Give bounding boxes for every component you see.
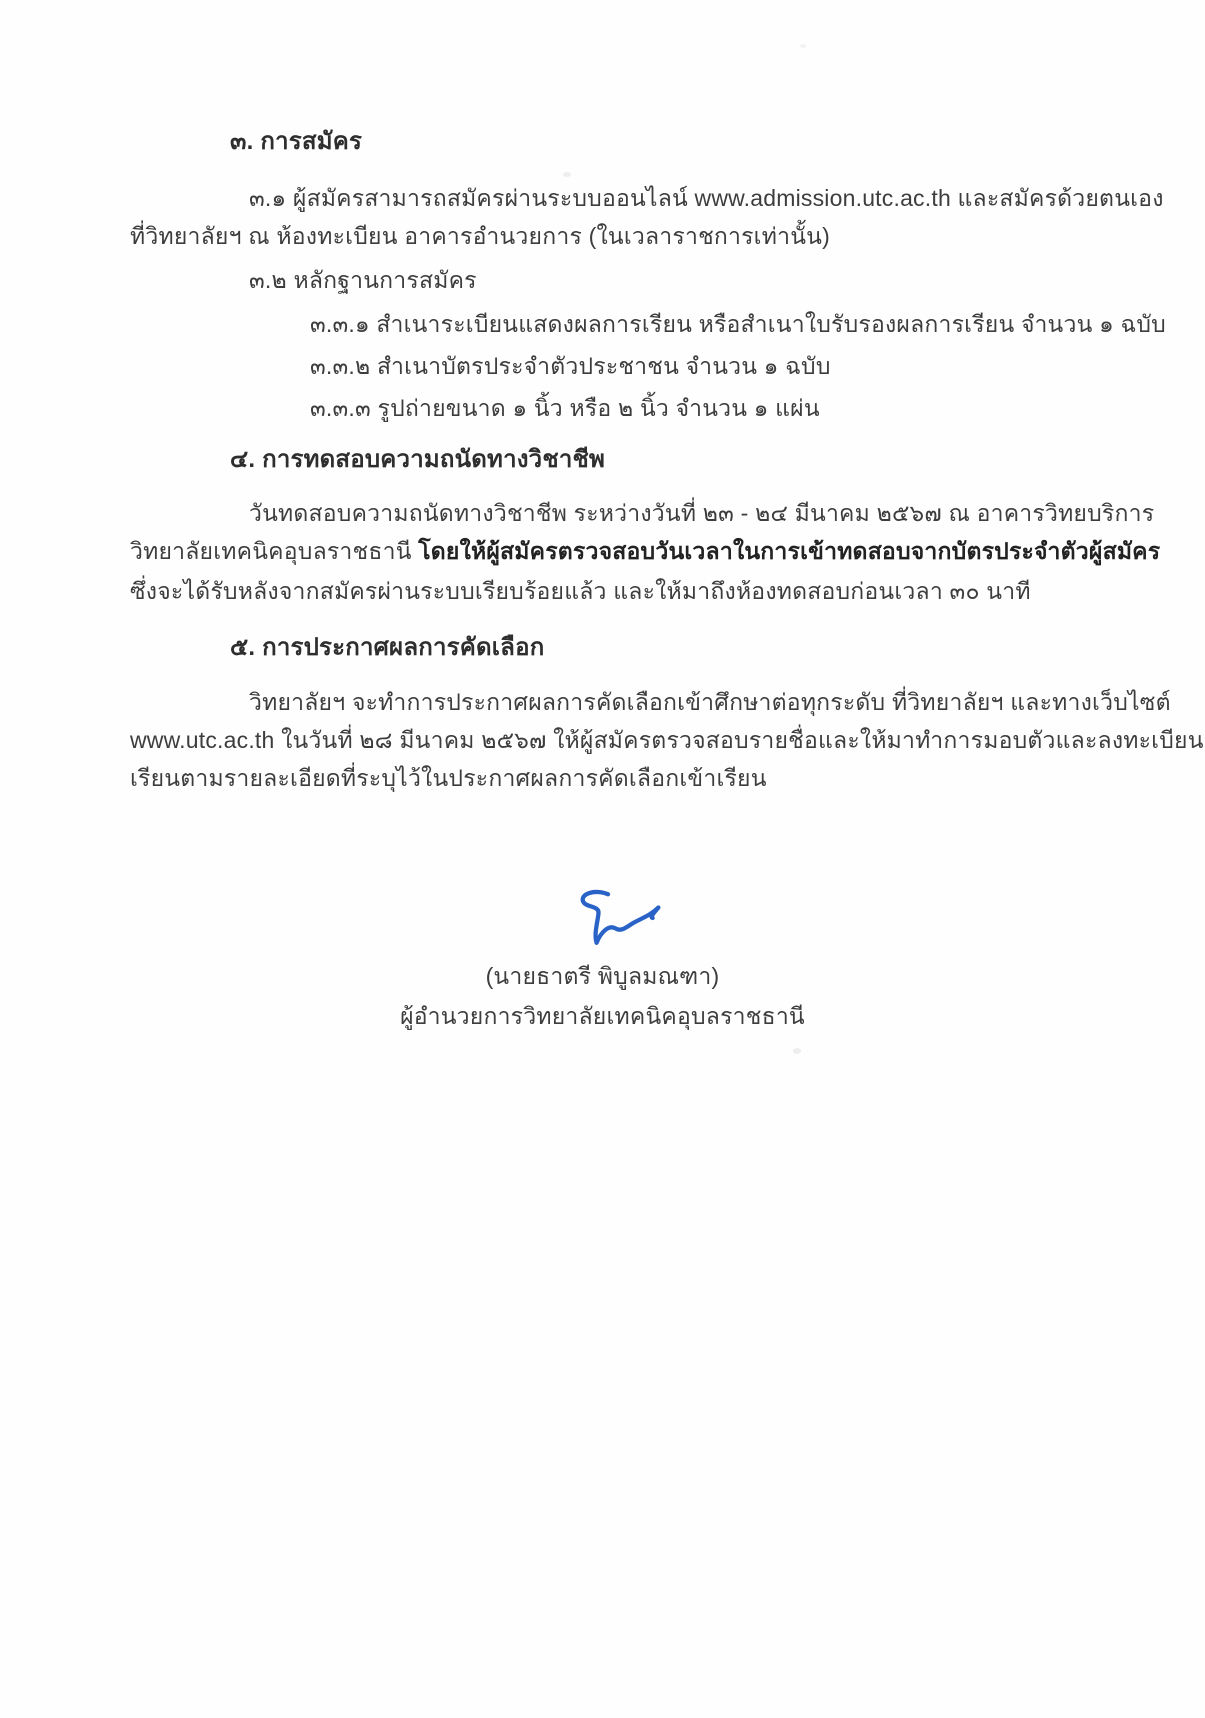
section-4-paragraph-line-1: วันทดสอบความถนัดทางวิชาชีพ ระหว่างวันที่ ๒๓ - ๒๔ มีนาคม ๒๕๖๗ ณ อาคารวิทยบริการ [249, 500, 1155, 526]
section-4-paragraph-line-3: ซึ่งจะได้รับหลังจากสมัครผ่านระบบเรียบร้อยแล้ว และให้มาถึงห้องทดสอบก่อนเวลา ๓๐ นาที [130, 578, 1031, 604]
section-3-heading: ๓. การสมัคร [230, 128, 363, 155]
scan-artifact [563, 172, 571, 177]
section-4-paragraph-line-2 [130, 535, 1160, 567]
item-3-1-line-1: ๓.๑ ผู้สมัครสามารถสมัครผ่านระบบออนไลน์ www.admission.utc.ac.th และสมัครด้วยตนเอง [249, 185, 1164, 211]
scan-artifact [793, 1048, 801, 1054]
item-3-3-1: ๓.๓.๑ สำเนาระเบียนแสดงผลการเรียน หรือสำเนาใบรับรองผลการเรียน จำนวน ๑ ฉบับ [310, 311, 1166, 337]
section-5-paragraph-line-3: เรียนตามรายละเอียดที่ระบุไว้ในประกาศผลการคัดเลือกเข้าเรียน [130, 765, 767, 791]
section-4-heading: ๔. การทดสอบความถนัดทางวิชาชีพ [230, 446, 606, 473]
item-3-1-line-2: ที่วิทยาลัยฯ ณ ห้องทะเบียน อาคารอำนวยการ (ในเวลาราชการเท่านั้น) [130, 223, 830, 249]
section-5-heading: ๕. การประกาศผลการคัดเลือก [230, 634, 545, 661]
handwritten-signature-ink [570, 886, 665, 950]
item-3-3-2: ๓.๓.๒ สำเนาบัตรประจำตัวประชาชน จำนวน ๑ ฉบับ [310, 353, 831, 379]
item-3-3-3: ๓.๓.๓ รูปถ่ายขนาด ๑ นิ้ว หรือ ๒ นิ้ว จำนวน ๑ แผ่น [310, 395, 820, 421]
signature-icon [570, 886, 665, 950]
item-3-2: ๓.๒ หลักฐานการสมัคร [249, 267, 477, 293]
scan-artifact [800, 44, 806, 48]
section-5-paragraph-line-1: วิทยาลัยฯ จะทำการประกาศผลการคัดเลือกเข้าศึกษาต่อทุกระดับ ที่วิทยาลัยฯ และทางเว็บไซต์ [249, 689, 1171, 715]
section-4-line-2-bold-text: โดยให้ผู้สมัครตรวจสอบวันเวลาในการเข้าทดสอบจากบัตรประจำตัวผู้สมัคร [418, 538, 1161, 564]
section-4-line-2-normal-text: วิทยาลัยเทคนิคอุบลราชธานี [130, 538, 419, 564]
section-5-paragraph-line-2: www.utc.ac.th ในวันที่ ๒๘ มีนาคม ๒๕๖๗ ให้ผู้สมัครตรวจสอบรายชื่อและให้มาทำการมอบตัวและลงทะเบียน [130, 727, 1204, 753]
signer-name: (นายธาตรี พิบูลมณฑา) [485, 963, 720, 989]
signer-title: ผู้อำนวยการวิทยาลัยเทคนิคอุบลราชธานี [400, 1003, 805, 1029]
